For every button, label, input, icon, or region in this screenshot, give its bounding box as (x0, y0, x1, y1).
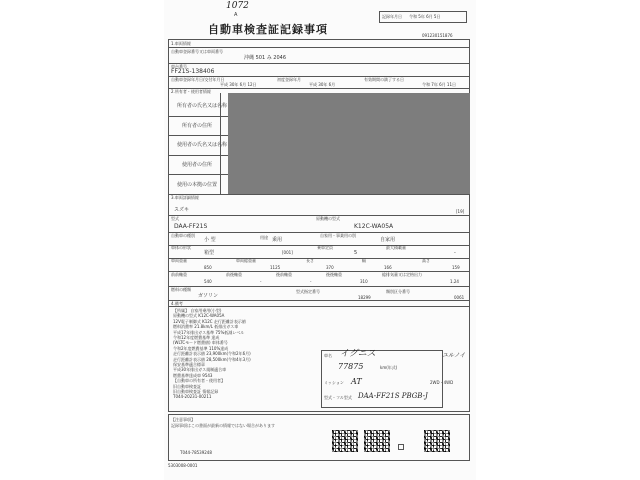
owner-name-label: 所有者の氏名又は名称 (177, 103, 228, 109)
category-label: 類別区分番号 (386, 289, 410, 294)
maker-value: スズキ (174, 207, 190, 213)
note-line: 走行距離計表示値 28,500km(令和4年3月) (173, 356, 251, 362)
capacity-label: 乗車定員 (317, 245, 333, 250)
engine-label: 原動機の型式 (316, 216, 340, 221)
length-label: 長さ (306, 258, 314, 263)
bottom-code: 5303008-0001 (168, 463, 198, 468)
model-value: DAA-FF21S (174, 223, 208, 230)
note-line: 平成17年排出ガス基準 75%低減レベル (173, 329, 245, 335)
use-value: 乗用 (272, 237, 283, 243)
note-line: 12V電子制御式 K12C 走行距離計表示値 (173, 318, 246, 324)
width-value: 166 (384, 265, 392, 270)
category-value: 0061 (454, 295, 465, 300)
note-line: 燃費基準達成車 9543 (173, 372, 213, 378)
note-line: 平成30年排出ガス規制適合車 (173, 367, 227, 373)
note-line: 令和2年度燃費基準 110%達成 (173, 345, 229, 351)
note-line: 旧自動車検査証 情報記録 (173, 389, 219, 394)
section-vehicle-info: 1.車両情報 (171, 41, 191, 46)
height-label: 高さ (422, 258, 430, 263)
type-approval-value: 18299 (358, 295, 371, 300)
sticker-mileage-value: 77875 (338, 362, 364, 371)
note-line: 原動機の型式 K12C-WA05A (173, 313, 225, 319)
note-line: 保安基準適合標章 (173, 362, 205, 367)
body-value: 箱型 (204, 250, 215, 256)
first-reg-label: 自動車登録年月日/交付年月日 (171, 77, 225, 82)
kind-value: 小 型 (204, 237, 216, 243)
first-reg-value: 平成 30年 6月 12日 (220, 82, 257, 87)
plate-value: 沖縄 501 み 2046 (244, 55, 287, 61)
front-rear-axle-value: - (260, 279, 262, 284)
first-year-value: 平成 30年 6月 (309, 82, 336, 87)
note-line: T044-20231-00211 (173, 394, 212, 400)
note-line: 走行距離計表示値 23,900km(令和2年6月) (173, 351, 251, 357)
user-address-label: 使用者の住所 (182, 162, 213, 168)
gross-weight-value: 1125 (270, 265, 281, 270)
note-line: 令和12年度燃費基準 達成 (173, 335, 220, 340)
expiry-label: 有効期間の満了する日 (364, 77, 404, 82)
rear-rear-axle-value: 310 (360, 279, 368, 284)
serial-number: T044-78539248 (180, 450, 212, 455)
note-line: 【自動車の所有者・使用者】 (173, 378, 225, 384)
issue-date-label: 記録年月日 (382, 14, 402, 19)
sticker-maker-value: イグニス (340, 349, 376, 359)
engine-value: K12C-WA05A (354, 223, 394, 230)
use-label: 用途 (260, 235, 268, 240)
purpose-label: 自家用・事業用の別 (320, 233, 356, 238)
fuel-label: 燃料の種類 (171, 287, 191, 292)
height-value: 159 (452, 265, 460, 270)
qr-code-1 (332, 430, 358, 452)
maker-code: [19] (456, 209, 465, 214)
sticker-mission-label: ミッション (324, 380, 344, 385)
rear-rear-axle-label: 後後軸重 (326, 272, 342, 277)
chassis-label: 車台番号 (171, 64, 187, 69)
displacement-value: 1.24 (450, 279, 459, 284)
sticker-mileage-label: km(年式) (380, 365, 398, 370)
sticker-maker-label: 車名 (324, 353, 332, 358)
owner-address-label: 所有者の住所 (182, 123, 213, 129)
weight-value: 850 (204, 265, 212, 270)
body-code: [001] (282, 250, 293, 255)
base-location-label: 使用の本拠の位置 (177, 182, 218, 188)
chassis-value: FF21S-138406 (171, 68, 215, 75)
body-label: 車体の形状 (171, 245, 191, 250)
sticker-grade-value: ユルノイ (442, 352, 466, 359)
displacement-label: 総排気量又は定格出力 (382, 272, 422, 277)
note-line: 燃料消費率 21.8km/L 低排出ガス車 (173, 324, 239, 330)
max-load-value: - (454, 250, 456, 256)
expiry-value: 令和 7年 6月 11日 (422, 82, 456, 87)
purpose-value: 自家用 (380, 237, 396, 243)
weight-label: 車両重量 (171, 258, 187, 263)
plate-label: 自動車登録番号又は車両番号 (171, 49, 223, 54)
fuel-value: ガソリン (198, 293, 219, 299)
rear-front-axle-value: - (310, 279, 312, 284)
capacity-value: 5 (354, 250, 358, 256)
qr-code-2 (364, 430, 390, 452)
model-label: 型式 (171, 216, 179, 221)
section-vehicle-details: 3.車両詳細情報 (171, 195, 199, 200)
seal-letter: A (234, 12, 238, 18)
length-value: 370 (326, 265, 334, 270)
note-line: 【所属】 自家用乗用(小型) (173, 308, 222, 313)
page-title: 自動車検査証記録事項 (208, 23, 328, 36)
registration-mark (398, 444, 404, 450)
sticker-mission-value: AT (351, 377, 362, 386)
sticker-model-label: 型式・フル型式 (324, 395, 352, 400)
redacted-owner-info (228, 93, 470, 194)
doc-number: 091230151876 (422, 33, 453, 38)
note-line: 旧自動車検査証 (173, 383, 201, 389)
section-notes: 4.備考 (171, 301, 183, 306)
user-name-label: 使用者の氏名又は名称 (177, 142, 228, 148)
handwritten-number: 1072 (226, 1, 249, 11)
rear-front-axle-label: 後前軸重 (276, 272, 292, 277)
type-approval-label: 型式指定番号 (296, 289, 320, 294)
gross-weight-label: 車両総重量 (236, 258, 256, 263)
issue-date-value: 令和 5年 6月 5日 (409, 14, 441, 19)
kind-label: 自動車の種別 (171, 233, 195, 238)
sticker-drive-value: 2WD・4WD (430, 380, 454, 385)
document-page (164, 0, 476, 480)
sticker-model-value: DAA-FF21S PBGB-J (358, 392, 428, 400)
remarks-label: 【注意事項】 (171, 417, 195, 422)
front-rear-axle-label: 前後軸重 (226, 272, 242, 277)
max-load-label: 最大積載量 (386, 245, 406, 250)
front-front-axle-value: 540 (204, 279, 212, 284)
note-line: (WLTCモード燃費値) 車体番号 (173, 340, 228, 346)
width-label: 幅 (362, 258, 366, 263)
front-front-axle-label: 前前軸重 (171, 272, 187, 277)
remarks-text: 記録事項はこの書面が最新の情報ではない場合があります (171, 423, 275, 428)
qr-code-3 (424, 430, 450, 452)
first-year-label: 初度登録年月 (277, 77, 301, 82)
section-owner: 2.所有者・使用者情報 (171, 89, 211, 94)
